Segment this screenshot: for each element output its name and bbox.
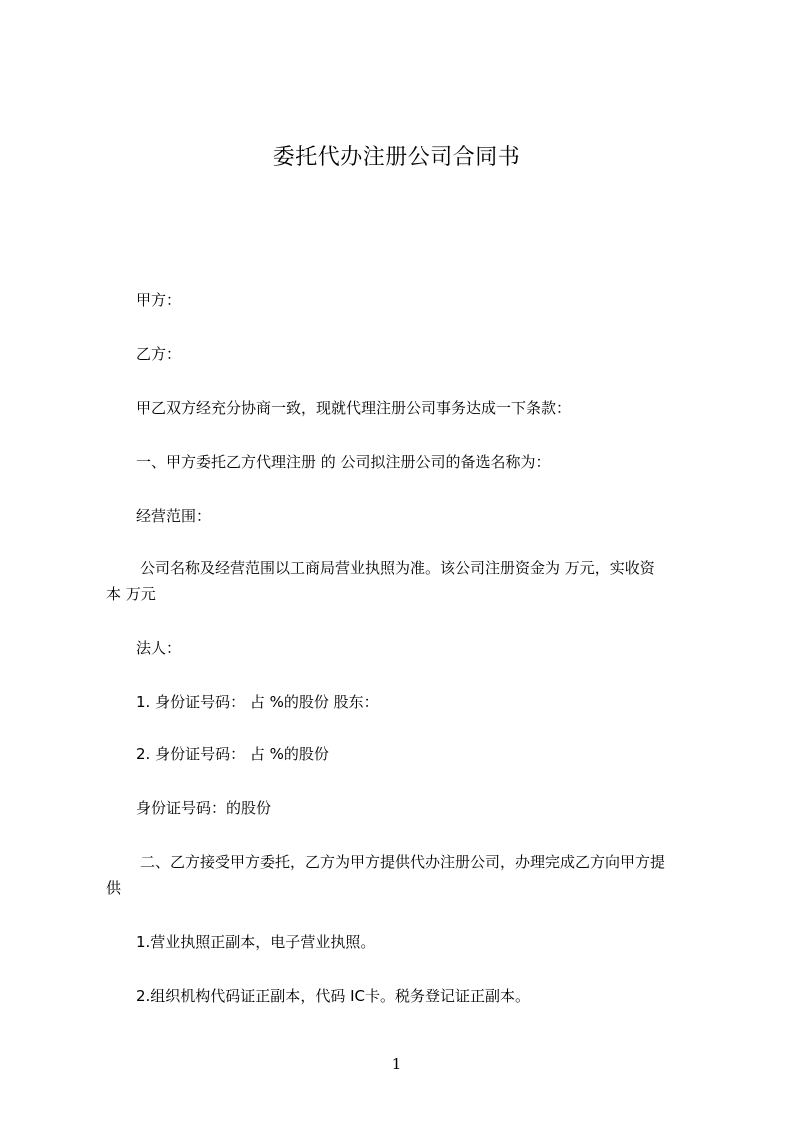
page-number: 1 [391,1055,402,1073]
intro-paragraph: 甲乙双方经充分协商一致，现就代理注册公司事务达成一下条款： [136,399,572,417]
clause-2-line-2: 供 [106,879,122,897]
shareholder-2-line: 2. 身份证号码： 占 %的股份 [136,745,329,763]
party-b-line: 乙方： [136,345,182,363]
document-title: 委托代办注册公司合同书 [272,145,521,170]
clause-1-heading: 一、甲方委托乙方代理注册 的 公司拟注册公司的备选名称为： [136,453,551,471]
legal-person-line: 法人： [136,639,182,657]
business-scope-line: 经营范围： [136,507,212,525]
capital-paragraph-line-1: 公司名称及经营范围以工商局营业执照为准。该公司注册资金为 万元，实收资 [140,559,655,577]
shareholder-1-line: 1. 身份证号码： 占 %的股份 股东： [136,693,379,711]
party-a-line: 甲方： [136,291,182,309]
clause-2-line-1: 二、乙方接受甲方委托，乙方为甲方提供代办注册公司，办理完成乙方向甲方提 [140,853,666,871]
deliverable-item-2: 2.组织机构代码证正副本，代码 IC卡。税务登记证正副本。 [136,987,530,1005]
deliverable-item-1: 1.营业执照正副本，电子营业执照。 [136,933,376,951]
capital-paragraph-line-2: 本 万元 [106,585,156,603]
shareholder-3-line: 身份证号码：的股份 [136,799,272,817]
